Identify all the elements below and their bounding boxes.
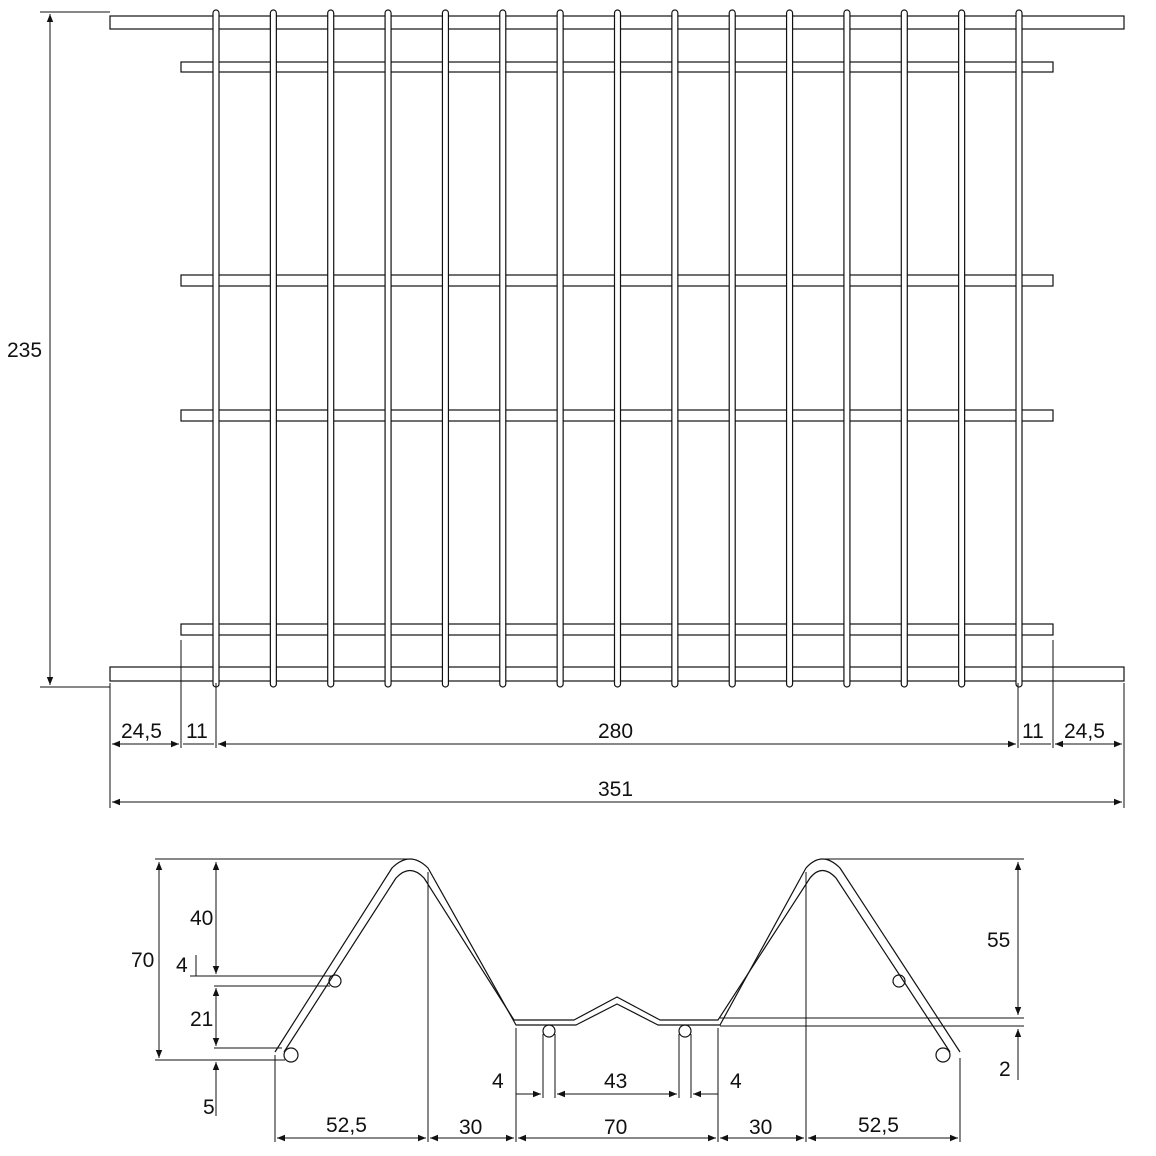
vertical-wire	[787, 10, 793, 687]
peak-drop-label: 40	[190, 907, 214, 930]
cross-wire-center-right	[679, 1025, 691, 1037]
profile-bottom-dims	[277, 1114, 958, 1139]
front-dimension-row	[112, 720, 1122, 744]
vertical-wire	[557, 10, 563, 687]
left-overhang-label: 24,5	[121, 720, 162, 743]
total-height-label: 70	[131, 949, 155, 972]
bottom-offset-label: 5	[203, 1096, 215, 1119]
wire-span-label: 280	[598, 720, 634, 743]
profile-extension-lines	[155, 859, 1024, 1060]
right-slope-width-label: 52,5	[858, 1114, 899, 1137]
vertical-wire	[213, 10, 219, 687]
height-label: 235	[7, 339, 43, 362]
right-ramp-label: 30	[749, 1116, 773, 1139]
vertical-wire	[615, 10, 621, 687]
left-ramp-label: 30	[459, 1116, 483, 1139]
cross-wire-left-upper	[329, 975, 341, 987]
wire-gap-label: 4	[176, 954, 188, 977]
vertical-wire	[328, 10, 334, 687]
right-offset-label: 11	[1022, 720, 1044, 743]
profile-center-dims	[492, 1070, 742, 1094]
profile-right-vertical-dims	[987, 862, 1018, 1081]
profile-view	[131, 859, 1024, 1142]
right-inner-gap-label: 4	[730, 1070, 742, 1093]
height-dimension	[7, 12, 110, 687]
left-inner-gap-label: 4	[492, 1070, 504, 1093]
right-offset-label: 2	[999, 1058, 1011, 1081]
lower-segment-label: 21	[190, 1008, 214, 1031]
vertical-wire	[844, 10, 850, 687]
vertical-wire	[270, 10, 276, 687]
vertical-wire	[442, 10, 448, 687]
right-overhang-label: 24,5	[1064, 720, 1105, 743]
vertical-wires	[213, 10, 1022, 687]
front-view	[7, 10, 1124, 808]
vertical-wire	[672, 10, 678, 687]
profile-left-vertical-dims	[131, 862, 216, 1119]
total-width-dimension	[112, 778, 1122, 802]
left-slope-width-label: 52,5	[326, 1114, 367, 1137]
vertical-wire	[1016, 10, 1022, 687]
vertical-wire	[901, 10, 907, 687]
left-offset-label: 11	[186, 720, 208, 743]
vertical-wire	[385, 10, 391, 687]
vertical-wire	[500, 10, 506, 687]
profile-bottom-extensions	[275, 872, 960, 1142]
total-width-label: 351	[598, 778, 634, 801]
profile-wire-inner	[284, 871, 950, 1053]
vertical-wire	[729, 10, 735, 687]
right-height-label: 55	[987, 929, 1011, 952]
base-width-label: 70	[604, 1116, 628, 1139]
cross-wire-center-left	[543, 1025, 555, 1037]
cross-wire-left-lower	[284, 1048, 298, 1062]
profile-wire-outer	[275, 859, 960, 1052]
vertical-wire	[959, 10, 965, 687]
center-wire-spacing-label: 43	[604, 1070, 628, 1093]
cross-wire-right-lower	[936, 1048, 950, 1062]
